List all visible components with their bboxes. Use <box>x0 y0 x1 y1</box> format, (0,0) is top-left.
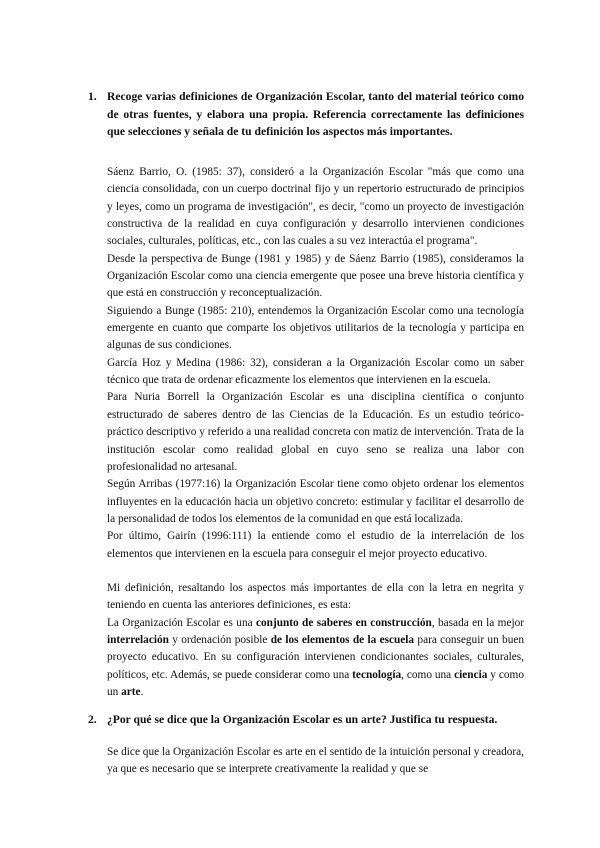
paragraph: Sáenz Barrio, O. (1985: 37), consideró a la Organización Escolar "más que como una ciencia consolidada, con un cuerpo doctrinal fijo y un repertorio estructurado de principios y leyes, como un programa de investigación", es decir, "como un proyecto de investigación constructiva de la realidad en cuya configuración y desarrollo intervienen condiciones sociales, culturales, políticas, etc., con las cuales a su vez interactúa el programa". <box>107 166 524 248</box>
paragraph: Desde la perspectiva de Bunge (1981 y 1985) y de Sáenz Barrio (1985), consideramos la Organización Escolar como una ciencia emergente que posee una breve historia científica y que está en construcción y reconceptualización. <box>107 252 524 300</box>
paragraph: García Hoz y Medina (1986: 32), consideran a la Organización Escolar como un saber técnico que trata de ordenar eficazmente los elementos que intervienen en la escuela. <box>107 356 524 387</box>
question-2 <box>88 711 524 729</box>
paragraph: Para Nuria Borrell la Organización Escolar es una disciplina científica o conjunto estructurado de saberes dentro de las Ciencias de la Educación. Es un estudio teórico-práctico descriptivo y referido a una realidad concreta con matiz de intervención. Trata de la institución escolar como realidad global en cuyo seno se realiza una labor con profesionalidad no artesanal. <box>107 391 524 473</box>
paragraph: Se dice que la Organización Escolar es arte en el sentido de la intuición personal y creadora, ya que es necesario que se interprete creativamente la realidad y que se <box>107 746 524 776</box>
paragraph: Por último, Gairín (1996:111) la entiende como el estudio de la interrelación de los elementos que intervienen en la escuela para conseguir el mejor proyecto educativo. <box>107 530 524 560</box>
question-1 <box>88 88 524 141</box>
answer-1 <box>107 164 524 701</box>
answer-2 <box>107 744 524 779</box>
paragraph: Siguiendo a Bunge (1985: 210), entendemos la Organización Escolar como una tecnología emergente en cuanto que comparte los objetivos utilitarios de la tecnología y participa en algunas de sus condiciones. <box>107 304 524 352</box>
question-text: ¿Por qué se dice que la Organización Escolar es un arte? Justifica tu respuesta. <box>107 713 498 726</box>
own-definition: La Organización Escolar es una conjunto de saberes en construcción, basada en la mejor interrelación y ordenación posible de los elementos de la escuela para conseguir un buen proyecto educativo. En su configuración intervienen condicionantes sociales, culturales, políticos, etc. Además, se puede considerar como una tecnología, como una ciencia y como un arte. <box>107 616 525 698</box>
paragraph: Según Arribas (1977:16) la Organización Escolar tiene como objeto ordenar los elementos influyentes en la educación hacia un objetivo concreto: estimular y facilitar el desarrollo de la personalidad de todos los elementos de la comunidad en que está localizada. <box>107 478 524 525</box>
definition-intro: Mi definición, resaltando los aspectos más importantes de ella con la letra en negrita y teniendo en cuenta las anteriores definiciones, es esta: <box>107 581 524 612</box>
question-number: 2. <box>88 713 97 726</box>
question-number: 1. <box>88 90 97 103</box>
question-text: Recoge varias definiciones de Organización Escolar, tanto del material teórico como de otras fuentes, y elabora una propia. Referencia correctamente las definiciones que selecciones y señala de tu definición los aspectos más importantes. <box>107 90 524 138</box>
